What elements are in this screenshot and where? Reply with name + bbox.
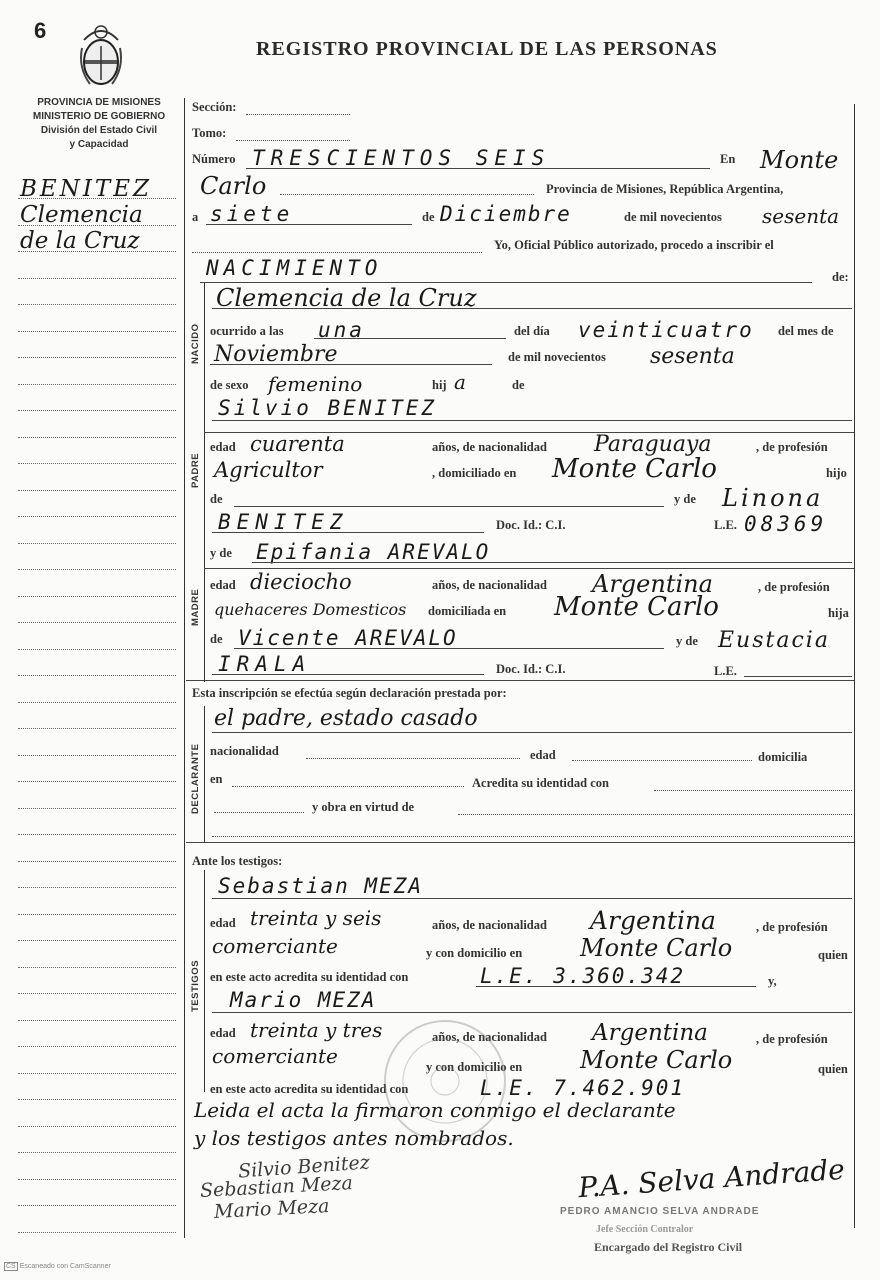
- del-mes-label: del mes de: [778, 324, 834, 338]
- declarante-intro: Esta inscripción se efectúa según declaración prestada por:: [192, 686, 507, 700]
- declarante-line: [212, 732, 852, 733]
- date-year: sesenta: [762, 204, 840, 228]
- padre-profesion-label: , de profesión: [756, 440, 828, 454]
- hij-de-label: de: [512, 378, 525, 392]
- decl-obra-line: [458, 814, 852, 815]
- sep-padre: [204, 568, 854, 569]
- sep-declarante: [186, 842, 854, 843]
- tomo-line: [236, 140, 350, 141]
- sex-value: femenino: [268, 372, 363, 396]
- maternal-grandmother: Eustacia: [718, 628, 830, 653]
- witness2-name: Mario MEZA: [230, 988, 377, 1012]
- declarante-value: el padre, estado casado: [214, 706, 478, 731]
- margin-line: [18, 278, 176, 279]
- coat-of-arms-icon: [76, 18, 126, 90]
- maternal-grandmother-surname: IRALA: [218, 652, 312, 676]
- hij-label: hij: [432, 378, 447, 392]
- official-name: PEDRO AMANCIO SELVA ANDRADE: [560, 1206, 760, 1217]
- sep-madre: [186, 680, 854, 681]
- madre-profesion-label: , de profesión: [758, 580, 830, 594]
- maternal-surname-line: [212, 674, 484, 675]
- place-line2: Carlo: [200, 172, 267, 200]
- date-day: siete: [210, 202, 294, 226]
- decl-acredita-line: [654, 790, 852, 791]
- witness2-name-line: [212, 1012, 852, 1013]
- signature-witness1: Sebastian Meza: [199, 1172, 354, 1202]
- witness2-age: treinta y tres: [250, 1018, 383, 1042]
- margin-line: [18, 887, 176, 888]
- mother-name-line: [252, 562, 852, 563]
- margin-line: [18, 1073, 176, 1074]
- hour-line: [314, 338, 506, 339]
- paternal-grandfather-line: [234, 506, 664, 507]
- w1-anos-label: años, de nacionalidad: [432, 918, 547, 932]
- declarante-acredita-label: Acredita su identidad con: [472, 776, 609, 790]
- tomo-label: Tomo:: [192, 126, 227, 140]
- margin-line: [18, 543, 176, 544]
- document-title: REGISTRO PROVINCIAL DE LAS PERSONAS: [256, 38, 718, 60]
- nacido-name: Clemencia de la Cruz: [216, 284, 477, 312]
- w1-acredita-label: en este acto acredita su identidad con: [210, 970, 409, 984]
- witness1-id: L.E. 3.360.342: [480, 964, 686, 988]
- declarante-en-label: en: [210, 772, 223, 786]
- closing-line1: Leida el acta la firmaron conmigo el declarante: [194, 1098, 676, 1122]
- section-declarante-label: DECLARANTE: [190, 743, 201, 814]
- decl-obra-prefix-line: [214, 812, 304, 813]
- margin-line: [18, 781, 176, 782]
- declarante-rule: [204, 706, 205, 842]
- mother-nationality: Argentina: [592, 570, 713, 598]
- margin-line: [18, 198, 176, 199]
- margin-line: [18, 1020, 176, 1021]
- margin-line: [18, 357, 176, 358]
- margin-line: [18, 967, 176, 968]
- birth-day: veinticuatro: [578, 318, 754, 342]
- margin-line: [18, 410, 176, 411]
- section-rule: [204, 282, 205, 682]
- margin-surname: BENITEZ: [20, 176, 153, 202]
- official-title1: Jefe Sección Contralor: [596, 1224, 694, 1235]
- margin-line: [18, 1232, 176, 1233]
- scanner-watermark: CS Escaneado con CamScanner: [6, 1263, 111, 1270]
- margin-line: [18, 702, 176, 703]
- testigos-rule: [204, 870, 205, 1092]
- testigos-intro: Ante los testigos:: [192, 854, 283, 868]
- father-age: cuarenta: [250, 432, 345, 456]
- act-type: NACIMIENTO: [206, 256, 383, 280]
- birth-year: sesenta: [650, 344, 735, 369]
- decl-edad-line: [572, 760, 752, 761]
- margin-line: [18, 1099, 176, 1100]
- madre-anos-label: años, de nacionalidad: [432, 578, 547, 592]
- en-label: En: [720, 152, 736, 166]
- margin-line: [18, 728, 176, 729]
- padre-de-label: de: [210, 492, 223, 506]
- witness2-nationality: Argentina: [592, 1020, 708, 1046]
- father-address: Monte Carlo: [552, 454, 717, 484]
- numero-line: [246, 168, 710, 169]
- seccion-label: Sección:: [192, 100, 237, 114]
- official-title2: Encargado del Registro Civil: [594, 1240, 743, 1254]
- yo-line: [192, 252, 482, 253]
- signature-declarante: Silvio Benitez: [237, 1151, 371, 1183]
- de-colon-label: de:: [832, 270, 849, 284]
- declarante-edad-label: edad: [530, 748, 556, 762]
- place-line1: Monte: [760, 146, 839, 174]
- w2-quien-label: quien: [818, 1062, 848, 1076]
- margin-line: [18, 1179, 176, 1180]
- margin-name-1: Clemencia: [20, 202, 143, 228]
- margin-line: [18, 437, 176, 438]
- w2-domicilio-label: y con domicilio en: [426, 1060, 523, 1074]
- numero-label: Número: [192, 152, 236, 166]
- birth-month: Noviembre: [214, 342, 338, 367]
- a-label: a: [192, 210, 199, 224]
- signature-witness2: Mario Meza: [213, 1194, 330, 1224]
- de-mil-label-2: de mil novecientos: [508, 350, 606, 364]
- domiciliado-label: , domiciliado en: [432, 466, 517, 480]
- w2-anos-label: años, de nacionalidad: [432, 1030, 547, 1044]
- del-dia-label: del día: [514, 324, 550, 338]
- w2-acredita-label: en este acto acredita su identidad con: [210, 1082, 409, 1096]
- obra-label: y obra en virtud de: [312, 800, 415, 814]
- witness2-address: Monte Carlo: [580, 1046, 733, 1074]
- padre-le-label: L.E.: [714, 518, 737, 532]
- margin-line: [18, 675, 176, 676]
- provincia-text: Provincia de Misiones, República Argentina,: [546, 182, 784, 196]
- margin-line: [18, 225, 176, 226]
- margin-line: [18, 1126, 176, 1127]
- margin-line: [18, 649, 176, 650]
- margin-line: [18, 834, 176, 835]
- main-right-rule: [854, 104, 855, 1228]
- margin-line: [18, 304, 176, 305]
- margin-line: [18, 755, 176, 756]
- de-label: de: [422, 210, 435, 224]
- date-month: Diciembre: [440, 202, 572, 226]
- father-name: Silvio BENITEZ: [218, 396, 438, 420]
- margin-line: [18, 993, 176, 994]
- section-nacido-label: NACIDO: [190, 323, 201, 364]
- w1-domicilio-label: y con domicilio en: [426, 946, 523, 960]
- paternal-grandmother: Linona: [722, 484, 824, 512]
- father-le-value: 08369: [744, 512, 828, 536]
- witness1-id-line: [476, 986, 756, 987]
- margin-line: [18, 490, 176, 491]
- witness1-age: treinta y seis: [250, 906, 382, 930]
- witness1-name: Sebastian MEZA: [218, 874, 424, 898]
- w2-edad-label: edad: [210, 1026, 236, 1040]
- numero-value: TRESCIENTOS SEIS: [252, 146, 551, 170]
- mother-name: Epifania AREVALO: [256, 540, 491, 564]
- section-madre-label: MADRE: [190, 588, 201, 626]
- madre-le-line: [744, 676, 852, 677]
- padre-doc-label: Doc. Id.: C.I.: [496, 518, 566, 532]
- margin-line: [18, 914, 176, 915]
- de-mil-label: de mil novecientos: [624, 210, 722, 224]
- margin-line: [18, 1152, 176, 1153]
- folio-number: 6: [34, 18, 47, 43]
- province-heading: PROVINCIA DE MISIONES MINISTERIO DE GOBIERNO División del Estado Civil y Capacidad: [32, 97, 166, 150]
- margin-line: [18, 596, 176, 597]
- witness1-name-line: [212, 898, 852, 899]
- section-padre-label: PADRE: [190, 452, 201, 488]
- margin-line: [18, 251, 176, 252]
- domicilia-label: domicilia: [758, 750, 808, 764]
- section-testigos-label: TESTIGOS: [190, 959, 201, 1012]
- mother-address: Monte Carlo: [554, 592, 719, 622]
- hija-label: hija: [828, 606, 849, 620]
- margin-line: [18, 940, 176, 941]
- witness1-nationality: Argentina: [590, 906, 716, 935]
- paternal-grandmother-surname: BENITEZ: [218, 510, 349, 534]
- cs-logo-icon: CS: [6, 1263, 16, 1270]
- domiciliada-label: domiciliada en: [428, 604, 507, 618]
- margin-line: [18, 569, 176, 570]
- day-line: [206, 224, 412, 225]
- act-type-line: [200, 282, 812, 283]
- padre-edad-label: edad: [210, 440, 236, 454]
- decl-extra-line: [212, 836, 852, 837]
- margin-line: [18, 463, 176, 464]
- hij-suffix: a: [454, 370, 466, 394]
- witness1-profession: comerciante: [212, 934, 338, 958]
- yo-text: Yo, Oficial Público autorizado, procedo a inscribir el: [494, 238, 774, 252]
- mother-profession: quehaceres Domesticos: [214, 600, 407, 619]
- margin-name-2: de la Cruz: [20, 228, 140, 254]
- madre-y-de2-label: y de: [676, 634, 698, 648]
- margin-line: [18, 861, 176, 862]
- madre-edad-label: edad: [210, 578, 236, 592]
- hijo-label: hijo: [826, 466, 847, 480]
- w2-profesion-label: , de profesión: [756, 1032, 828, 1046]
- nacido-name-line: [212, 308, 852, 309]
- margin-line: [18, 622, 176, 623]
- w1-quien-label: quien: [818, 948, 848, 962]
- w1-edad-label: edad: [210, 916, 236, 930]
- father-name-line: [212, 420, 852, 421]
- signature-official: P.A. Selva Andrade: [577, 1152, 846, 1205]
- grandmother-surname-line: [212, 532, 484, 533]
- sexo-label: de sexo: [210, 378, 249, 392]
- nacionalidad-label: nacionalidad: [210, 744, 279, 758]
- main-left-rule: [184, 98, 185, 1238]
- nacionalidad-line: [306, 758, 520, 759]
- w1-y-label: y,: [768, 974, 777, 988]
- place-line2-line: [280, 194, 534, 195]
- closing-line2: y los testigos antes nombrados.: [194, 1126, 514, 1150]
- mother-age: dieciocho: [250, 570, 352, 594]
- w1-profesion-label: , de profesión: [756, 920, 828, 934]
- month-line: [210, 364, 492, 365]
- witness2-profession: comerciante: [212, 1044, 338, 1068]
- madre-y-de-label: y de: [210, 546, 232, 560]
- birth-hour: una: [318, 318, 365, 342]
- margin-line: [18, 1205, 176, 1206]
- witness2-id: L.E. 7.462.901: [480, 1076, 686, 1100]
- padre-anos-label: años, de nacionalidad: [432, 440, 547, 454]
- father-nationality: Paraguaya: [594, 432, 712, 457]
- seccion-line: [246, 114, 350, 115]
- witness1-address: Monte Carlo: [580, 934, 733, 962]
- margin-line: [18, 808, 176, 809]
- madre-le-label: L.E.: [714, 664, 737, 678]
- padre-y-de-label: y de: [674, 492, 696, 506]
- maternal-grandfather: Vicente AREVALO: [238, 626, 458, 650]
- madre-de-label: de: [210, 632, 223, 646]
- margin-line: [18, 1046, 176, 1047]
- father-profession: Agricultor: [214, 458, 323, 482]
- maternal-grandfather-line: [234, 648, 664, 649]
- margin-line: [18, 516, 176, 517]
- ocurrido-label: ocurrido a las: [210, 324, 284, 338]
- margin-line: [18, 331, 176, 332]
- madre-doc-label: Doc. Id.: C.I.: [496, 662, 566, 676]
- margin-line: [18, 384, 176, 385]
- decl-en-line: [232, 786, 464, 787]
